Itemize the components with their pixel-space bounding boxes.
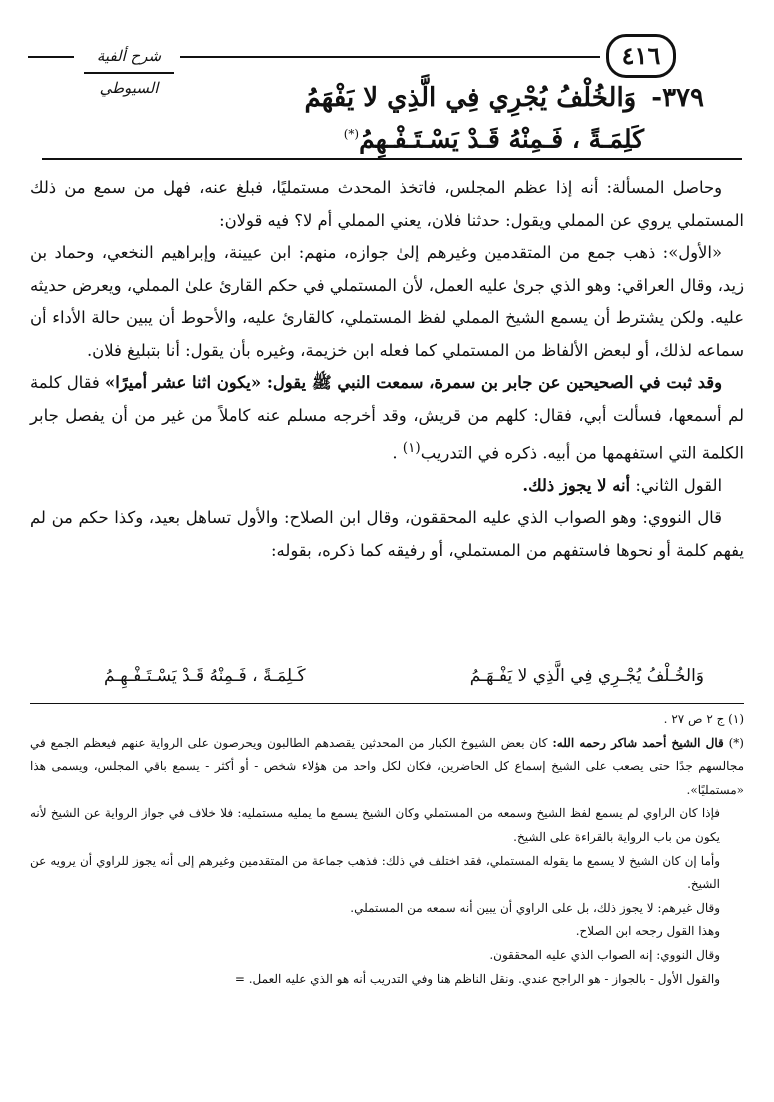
second-opinion-label: القول الثاني: <box>630 475 722 495</box>
verse-footnote-marker[interactable]: (*) <box>343 127 360 141</box>
verse-line-1 <box>104 78 704 118</box>
footnote-1: (١) ج ٢ ص ٢٧ . <box>663 712 744 726</box>
running-title: شرح ألفية السيوطي <box>84 40 174 74</box>
commentary-body <box>30 172 744 567</box>
poem-hemistich-2: كَـلِمَـةً ، فَـمِنْهُ قَـدْ يَسْـتَـفْـهِـمُ <box>104 666 306 686</box>
hadith-quote: وقد ثبت في الصحيحين عن جابر بن سمرة، سمعت النبي ﷺ يقول: «يكون اثنا عشر أميرًا» <box>104 373 722 392</box>
verse-divider <box>42 158 742 160</box>
footnote-2-text: كان بعض الشيوخ الكبار من المحدثين يقصدهم الطالبون ويحرصون على الرواية عنهم فيعظم الجمع في مجالسهم جدًا حتى يصعب على الشيخ إسماع كل الحاضرين، فكان لكل واحد من هؤلاء شخص - أو أكثر - يسمع باقي المجلس، ويسمى هذا «مستمليًا». <box>30 735 745 797</box>
paragraph-3 <box>30 367 744 470</box>
footnote-paragraph-8: والقول الأول - بالجواز - هو الراجح عندي. ونقل الناظم هنا وفي التدريب أنه هو الذي عليه العمل. = <box>234 971 720 986</box>
paragraph-3-end: . <box>392 443 403 463</box>
footnote-paragraph-5: وقال غيرهم: لا يجوز ذلك، بل على الراوي أن يبين أنه سمعه من المستملي. <box>350 900 720 915</box>
paragraph-1: وحاصل المسألة: أنه إذا عظم المجلس، فاتخذ المحدث مستمليًا، فبلغ عنه، فهل من سمع من ذلك المستملي يروي عن المملي ويقول: حدثنا فلان، يعني المملي أم لا؟ فيه قولان: <box>30 178 744 230</box>
footnote-ref-1[interactable]: (١) <box>402 440 421 456</box>
second-opinion-text: أنه لا يجوز ذلك. <box>522 475 631 495</box>
paragraph-3-text: فقال كلمة لم أسمعها، فسألت أبي، فقال: كلهم من قريش، وقد أخرجه مسلم عنه كاملاً من غير من أن يفصل جابر الكلمة التي استفهمها من أبيه. ذكره في التدريب <box>30 373 744 463</box>
header-rule-left <box>28 56 74 58</box>
footnote-paragraph-3: فإذا كان الراوي لم يسمع لفظ الشيخ وسمعه من المستملي وكان الشيخ يسمع ما يمليه مستمليه: فلا خلاف في جواز الرواية عن الشيخ لأنه يكون من باب الرواية بالقراءة على الشيخ. <box>30 806 720 844</box>
footnote-paragraph-7: وقال النووي: إنه الصواب الذي عليه المحققون. <box>489 947 720 962</box>
footnote-paragraph-4: وأما إن كان الشيخ لا يسمع ما يقوله المستملي، فقد اختلف في ذلك: فذهب جماعة من المتقدمين وغيرهم إلى أنه يجوز للراوي أن يرويه عن الشيخ. <box>30 853 720 892</box>
paragraph-5: قال النووي: وهو الصواب الذي عليه المحققون، وقال ابن الصلاح: والأول تساهل بعيد، وكذا حكم من لم يفهم كلمة أو نحوها فاستفهم من المستملي، أو رفيقه كما ذكره، بقوله: <box>30 508 744 560</box>
footnote-2-marker: (*) <box>728 735 744 750</box>
footnote-separator <box>30 703 744 704</box>
header-rule <box>180 56 600 58</box>
poem-line <box>64 660 704 692</box>
page-header <box>28 34 746 97</box>
poem-hemistich-1: وَالخُـلْفُ يُجْـرِي فِي الَّذِي لا يَفْـهَـمُ <box>469 666 704 686</box>
footnotes <box>30 708 744 991</box>
footnote-2 <box>30 732 744 803</box>
verse-text-1: وَالخُلْفُ يُجْرِي فِي الَّذِي لا يَفْهَمُ <box>304 83 637 113</box>
paragraph-4 <box>30 470 744 503</box>
footnote-paragraph-6: وهذا القول رجحه ابن الصلاح. <box>575 924 720 939</box>
paragraph-2: «الأول»: ذهب جمع من المتقدمين وغيرهم إلىٰ جوازه، منهم: ابن عيينة، وإبراهيم النخعي، وحماد بن زيد، وقال العراقي: وهو الذي جرىٰ عليه العمل، لأن المستملي في حكم القارئ علىٰ المملي، ويعرض حديثه عليه. ولكن يشترط أن يسمع الشيخ المملي لفظ المستملي، كالقارئ عليه، والأحوط أن يبين حالة الأداء أن سماعه لذلك، أو لبعض الألفاظ من المستملي كما فعله ابن خزيمة، وغيره بأن يقول: أنا بتبليغ فلان. <box>30 243 744 360</box>
verse-number: ٣٧٩- <box>651 83 704 113</box>
verse-text-2: كَلِمَـةً ، فَـمِنْهُ قَـدْ يَسْـتَـفْـهِمُ <box>359 124 644 154</box>
page-number: ٤١٦ <box>606 34 676 78</box>
verse-line-2 <box>124 116 644 152</box>
footnote-2-author: قال الشيخ أحمد شاكر رحمه الله: <box>552 735 724 750</box>
